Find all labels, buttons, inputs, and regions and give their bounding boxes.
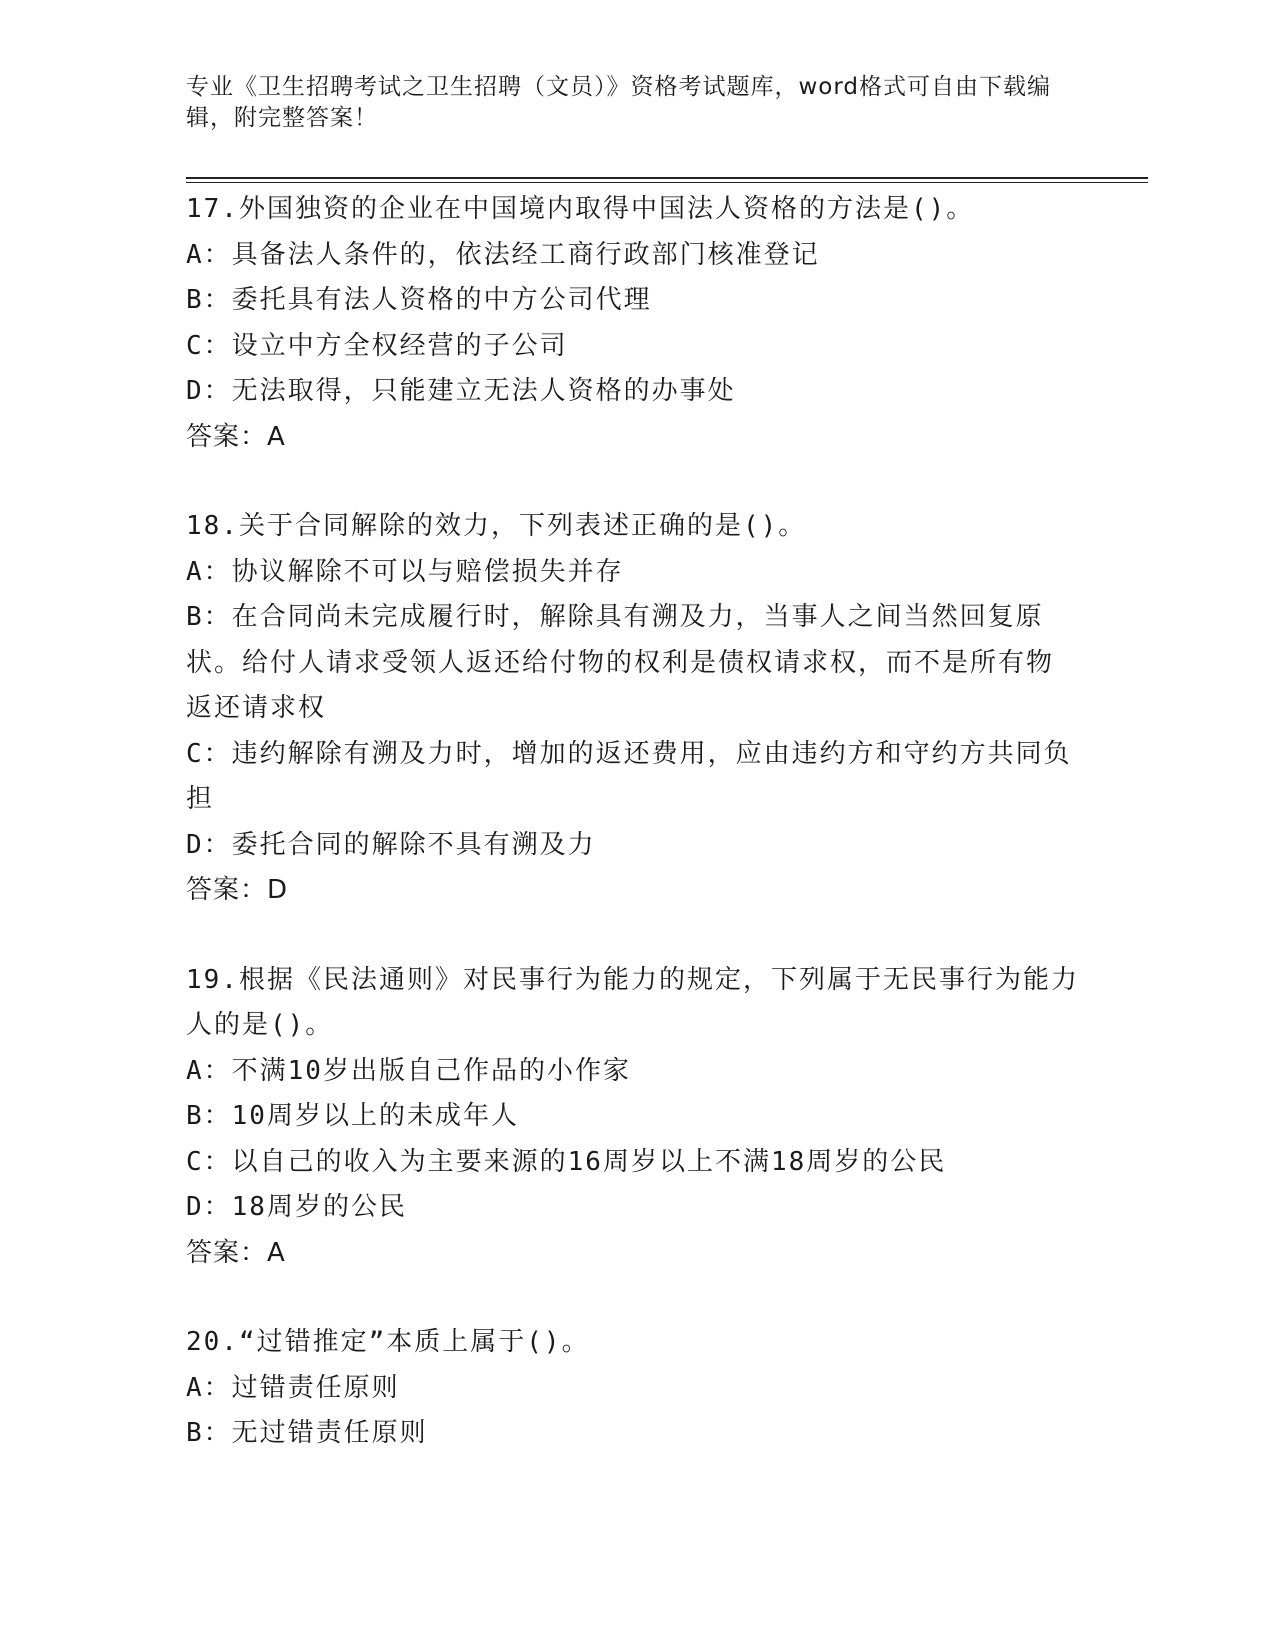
- question-list: [186, 187, 1081, 1501]
- option-a: A：协议解除不可以与赔偿损失并存: [186, 556, 624, 587]
- header-divider-thick: [186, 177, 1148, 179]
- option-a: A：具备法人条件的，依法经工商行政部门核准登记: [186, 239, 820, 270]
- answer-line: 答案：D: [186, 875, 289, 905]
- answer-line: 答案：A: [186, 1237, 286, 1268]
- option-a: A：过错责任原则: [186, 1372, 400, 1403]
- answer-line: 答案：A: [186, 421, 286, 452]
- option-d: D：无法取得，只能建立无法人资格的办事处: [186, 376, 736, 406]
- question-19: [186, 958, 1081, 1277]
- option-b: B：无过错责任原则: [186, 1418, 428, 1448]
- option-d: D：委托合同的解除不具有溯及力: [186, 829, 596, 860]
- option-c: C：以自己的收入为主要来源的16周岁以上不满18周岁的公民: [186, 1146, 947, 1177]
- option-b: B：10周岁以上的未成年人: [186, 1101, 519, 1131]
- question-17: [186, 187, 1081, 460]
- option-a: A：不满10岁出版自己作品的小作家: [186, 1055, 631, 1086]
- option-c: C：违约解除有溯及力时，增加的返还费用，应由违约方和守约方共同负担: [186, 738, 1072, 814]
- question-18: [186, 504, 1081, 914]
- option-b: B：委托具有法人资格的中方公司代理: [186, 285, 652, 315]
- question-stem: 19.根据《民法通则》对民事行为能力的规定，下列属于无民事行为能力人的是()。: [186, 964, 1079, 1040]
- option-b: B：在合同尚未完成履行时，解除具有溯及力，当事人之间当然回复原状。给付人请求受领人返还给付物的权利是债权请求权，而不是所有物返还请求权: [186, 602, 1055, 723]
- header-divider-thin: [186, 182, 1148, 183]
- option-c: C：设立中方全权经营的子公司: [186, 330, 568, 361]
- document-header: 专业《卫生招聘考试之卫生招聘（文员）》资格考试题库，word格式可自由下载编辑，附完整答案！: [186, 74, 1052, 131]
- question-stem: 17.外国独资的企业在中国境内取得中国法人资格的方法是()。: [186, 194, 975, 224]
- option-d: D：18周岁的公民: [186, 1192, 407, 1222]
- question-stem: 18.关于合同解除的效力，下列表述正确的是()。: [186, 511, 807, 541]
- question-20: [186, 1320, 1081, 1457]
- question-stem: 20.“过错推定”本质上属于()。: [186, 1327, 590, 1357]
